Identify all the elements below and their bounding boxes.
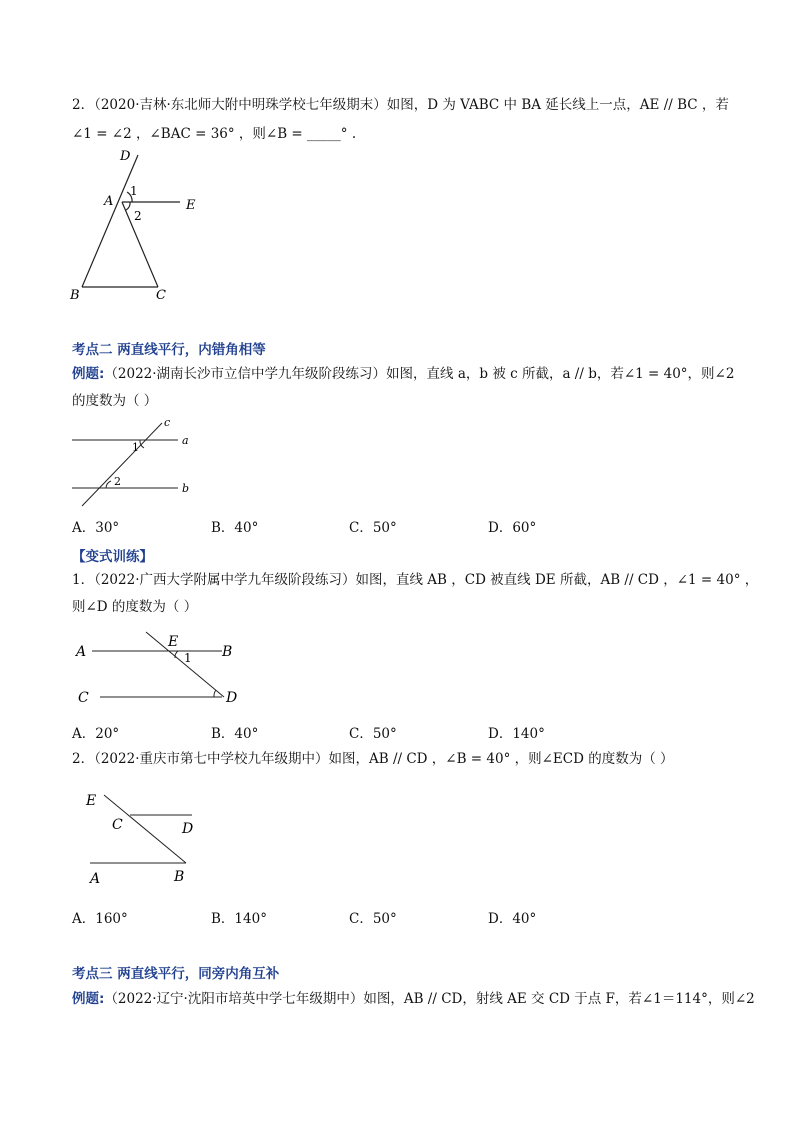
question-2-line-1: 2．（2020·吉林·东北师大附中明珠学校七年级期末）如图，D 为 VABC 中 BA 延长线上一点，AE // BC ，若 bbox=[72, 97, 729, 113]
label-B: B bbox=[174, 869, 185, 885]
example-label: 例题: bbox=[72, 366, 105, 382]
label-b: b bbox=[182, 482, 190, 495]
variant-q1-option-B[interactable]: B．40° bbox=[211, 726, 259, 742]
option-D[interactable]: D．60° bbox=[488, 520, 537, 536]
angle-2-arc bbox=[126, 202, 130, 210]
label-C: C bbox=[78, 690, 89, 706]
angle-D-arc bbox=[214, 690, 216, 697]
variant-q2-option-A[interactable]: A．160° bbox=[72, 911, 128, 927]
figure-ab-cd-de bbox=[72, 630, 252, 710]
label-E: E bbox=[168, 634, 179, 650]
variant-q2-option-B[interactable]: B．140° bbox=[211, 911, 267, 927]
label-E: E bbox=[86, 793, 97, 809]
label-angle-2: 2 bbox=[114, 475, 121, 488]
label-D: D bbox=[120, 149, 131, 164]
example-line-2: 的度数为（ ） bbox=[72, 393, 158, 409]
label-angle-2: 2 bbox=[134, 209, 142, 223]
label-E: E bbox=[186, 198, 196, 213]
angle-2-arc bbox=[106, 481, 111, 488]
label-a: a bbox=[182, 434, 189, 447]
label-C: C bbox=[112, 817, 123, 833]
figure-triangle bbox=[60, 145, 220, 305]
section-heading-point-2: 考点二 两直线平行，内错角相等 bbox=[72, 342, 266, 358]
label-D: D bbox=[182, 821, 194, 837]
variant-q1-line-2: 则∠D 的度数为（ ） bbox=[72, 599, 198, 615]
question-2-line-2: ∠1 = ∠2 ，∠BAC = 36° ，则∠B = _____° . bbox=[72, 126, 357, 142]
label-angle-1: 1 bbox=[132, 441, 139, 454]
figure-parallel-abc bbox=[70, 418, 210, 508]
label-A: A bbox=[76, 644, 87, 660]
example-3-text: （2022·辽宁·沈阳市培英中学七年级期中）如图，AB // CD，射线 AE 交 CD 于点 F，若∠1＝114°，则∠2 bbox=[104, 991, 755, 1007]
variant-q1-option-A[interactable]: A．20° bbox=[72, 726, 120, 742]
variant-q2-option-D[interactable]: D．40° bbox=[488, 911, 537, 927]
variant-q1-option-D[interactable]: D．140° bbox=[488, 726, 545, 742]
label-angle-1: 1 bbox=[130, 184, 138, 198]
example-line-1 bbox=[72, 365, 734, 383]
figure-ecd bbox=[80, 785, 210, 890]
option-B[interactable]: B．40° bbox=[211, 520, 259, 536]
variant-q1-option-C[interactable]: C．50° bbox=[349, 726, 397, 742]
example-3-line-1 bbox=[72, 990, 755, 1008]
label-A: A bbox=[104, 194, 114, 209]
label-C: C bbox=[156, 288, 166, 303]
variant-heading: 【变式训练】 bbox=[72, 549, 153, 565]
label-c: c bbox=[164, 416, 171, 429]
variant-q2-option-C[interactable]: C．50° bbox=[349, 911, 397, 927]
example-text: （2022·湖南长沙市立信中学九年级阶段练习）如图，直线 a，b 被 c 所截，a // b，若∠1 = 40°，则∠2 bbox=[104, 366, 735, 382]
label-angle-1: 1 bbox=[184, 651, 192, 665]
label-B: B bbox=[222, 644, 233, 660]
option-C[interactable]: C．50° bbox=[349, 520, 397, 536]
option-A[interactable]: A．30° bbox=[72, 520, 120, 536]
label-D: D bbox=[226, 690, 238, 706]
section-heading-point-3: 考点三 两直线平行，同旁内角互补 bbox=[72, 966, 280, 982]
variant-q1-line-1: 1．（2022·广西大学附属中学九年级阶段练习）如图，直线 AB ，CD 被直线 DE 所截，AB // CD ，∠1 = 40° ， bbox=[72, 572, 759, 588]
example-3-label: 例题: bbox=[72, 991, 105, 1007]
line-c bbox=[82, 423, 162, 506]
variant-q2-line-1: 2．（2022·重庆市第七中学校九年级期中）如图，AB // CD ，∠B = 40° ，则∠ECD 的度数为（ ） bbox=[72, 751, 674, 767]
label-A: A bbox=[90, 871, 101, 887]
label-B: B bbox=[70, 288, 80, 303]
